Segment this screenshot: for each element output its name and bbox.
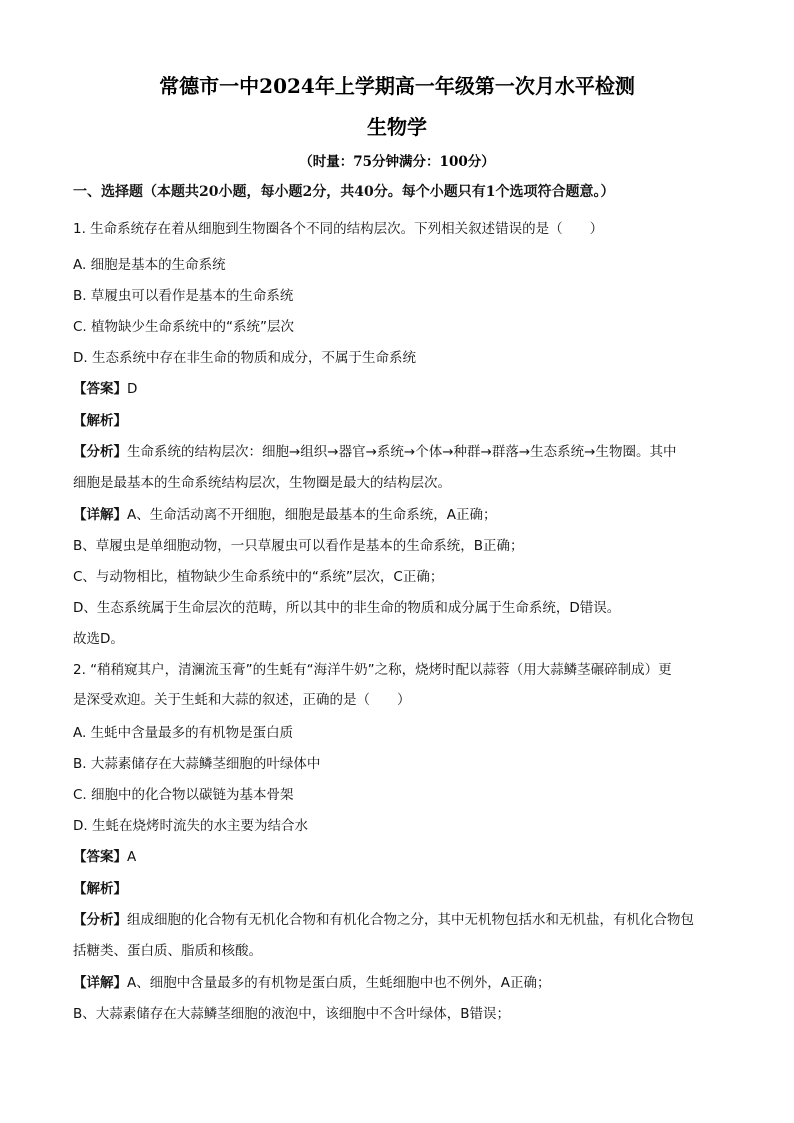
- fenxi-text: 组成细胞的化合物有无机化合物和有机化合物之分，其中无机物包括水和无机盐，有机化合物包: [127, 912, 694, 928]
- q2-option-c: C. 细胞中的化合物以碳链为基本骨架: [73, 787, 294, 803]
- q2-fenxi-1: [73, 911, 723, 929]
- q1-fenxi-2: 细胞是最基本的生命系统结构层次，生物圈是最大的结构层次。: [73, 475, 451, 491]
- q2-xiangjie-a: [73, 974, 723, 992]
- fenxi-text: 生命系统的结构层次：细胞→组织→器官→系统→个体→种群→群落→生态系统→生物圈。其中: [127, 444, 677, 460]
- q1-option-c: C. 植物缺少生命系统中的“系统”层次: [73, 319, 294, 335]
- q2-answer: [73, 848, 723, 866]
- q2-fenxi-2: 括糖类、蛋白质、脂质和核酸。: [73, 943, 262, 959]
- q1-xiangjie-b: B、草履虫是单细胞动物，一只草履虫可以看作是基本的生命系统，B正确；: [73, 538, 524, 554]
- exam-meta: （时量：75分钟满分：100分）: [299, 154, 495, 170]
- q1-analysis-tag: 【解析】: [73, 413, 127, 429]
- q2-option-a: A. 生蚝中含量最多的有机物是蛋白质: [73, 725, 294, 741]
- section-heading: 一、选择题（本题共20小题，每小题2分，共40分。每个小题只有1个选项符合题意。）: [73, 184, 615, 200]
- xiangjie-tag: 【详解】: [73, 507, 127, 523]
- answer-value: D: [127, 381, 138, 397]
- exam-title: 常德市一中2024年上学期高一年级第一次月水平检测: [159, 74, 635, 98]
- q1-fenxi-1: [73, 443, 723, 461]
- q2-option-b: B. 大蒜素储存在大蒜鳞茎细胞的叶绿体中: [73, 756, 321, 772]
- q2-xiangjie-b: B、大蒜素储存在大蒜鳞茎细胞的液泡中，该细胞中不含叶绿体，B错误；: [73, 1006, 511, 1022]
- q1-xiangjie-d: D、生态系统属于生命层次的范畴，所以其中的非生命的物质和成分属于生命系统，D错误。: [73, 600, 621, 616]
- q1-stem: 1. 生命系统存在着从细胞到生物圈各个不同的结构层次。下列相关叙述错误的是（ ）: [73, 221, 604, 237]
- q1-xiangjie-c: C、与动物相比，植物缺少生命系统中的“系统”层次，C正确；: [73, 569, 444, 585]
- q1-answer: [73, 380, 723, 398]
- xiangjie-text: A、细胞中含量最多的有机物是蛋白质，生蚝细胞中也不例外，A正确；: [127, 975, 551, 991]
- xiangjie-text: A、生命活动离不开细胞，细胞是最基本的生命系统，A正确；: [127, 507, 497, 523]
- q2-stem-2: 是深受欢迎。关于生蚝和大蒜的叙述，正确的是（ ）: [73, 692, 411, 708]
- q2-option-d: D. 生蚝在烧烤时流失的水主要为结合水: [73, 818, 308, 834]
- answer-tag: 【答案】: [73, 381, 127, 397]
- subject-title: 生物学: [367, 115, 427, 139]
- q2-stem-1: 2. “稍稍窥其户，清澜流玉膏”的生蚝有“海洋牛奶”之称，烧烤时配以蒜蓉（用大蒜鳞茎碾碎制成）更: [73, 662, 672, 678]
- q2-analysis-tag: 【解析】: [73, 881, 127, 897]
- q1-xiangjie-a: [73, 506, 723, 524]
- answer-value: A: [127, 849, 137, 865]
- fenxi-tag: 【分析】: [73, 912, 127, 928]
- q1-option-b: B. 草履虫可以看作是基本的生命系统: [73, 288, 294, 304]
- answer-tag: 【答案】: [73, 849, 127, 865]
- q1-option-d: D. 生态系统中存在非生命的物质和成分，不属于生命系统: [73, 350, 416, 366]
- q1-conclusion: 故选D。: [73, 631, 124, 647]
- xiangjie-tag: 【详解】: [73, 975, 127, 991]
- q1-option-a: A. 细胞是基本的生命系统: [73, 257, 226, 273]
- fenxi-tag: 【分析】: [73, 444, 127, 460]
